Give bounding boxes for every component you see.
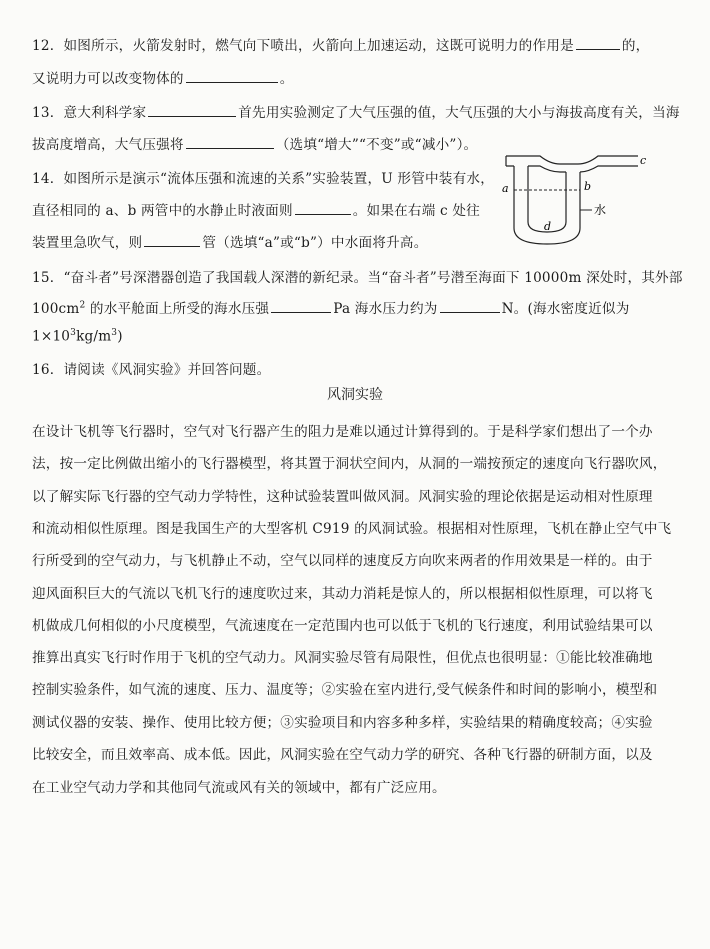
top-pipe-lower xyxy=(506,166,638,172)
q15-text-4: Pa 海水压力约为 xyxy=(333,301,438,317)
article-line: 比较安全，而且效率高、成本低。因此，风洞实验在空气动力学的研究、各种飞行器的研制方面，以及 xyxy=(32,747,653,763)
top-pipe-upper xyxy=(506,156,638,164)
article-line: 迎风面积巨大的气流以飞机飞行的速度吹过来，其动力消耗是惊人的，所以根据相似性原理，可以将飞 xyxy=(32,586,653,602)
q13-text-3: 拔高度增高，大气压强将 xyxy=(32,137,184,153)
q14-text-4: 装置里急吹气，则 xyxy=(32,235,143,251)
q15-text-6: 1×10 xyxy=(32,328,71,345)
q14-blank-2[interactable] xyxy=(144,233,200,247)
q13-text-2: 首先用实验测定了大气压强的值，大气压强的大小与海拔高度有关，当海 xyxy=(238,105,680,121)
q15-sup-1: 2 xyxy=(79,300,86,311)
q15-text-3: 的水平舱面上所受的海水压强 xyxy=(85,301,270,317)
q13-blank-2[interactable] xyxy=(186,135,274,149)
q12-line-1 xyxy=(32,34,649,54)
article-line: 行所受到的空气动力，与飞机静止不动，空气以同样的速度反方向吹来两者的作用效果是一样的。由于 xyxy=(32,553,653,569)
q15-text-1: 15．“奋斗者”号深潜器创造了我国载人深潜的新纪录。当“奋斗者”号潜至海面下 10000m 深处时，其外部 xyxy=(32,270,683,286)
label-c: c xyxy=(640,154,647,167)
q15-line-2 xyxy=(32,297,630,317)
q12-text-1: 12．如图所示，火箭发射时，燃气向下喷出，火箭向上加速运动，这既可说明力的作用是 xyxy=(32,38,574,54)
q14-line-2 xyxy=(32,199,480,219)
q13-blank-1[interactable] xyxy=(148,103,236,117)
q14-text-1: 14．如图所示是演示“流体压强和流速的关系”实验装置，U 形管中装有水， xyxy=(32,171,494,187)
q15-text-5: N。(海水密度近似为 xyxy=(501,301,630,317)
u-tube-figure xyxy=(500,150,650,246)
article-line: 控制实验条件，如气流的速度、压力、温度等；②实验在室内进行,受气候条件和时间的影响小，模型和 xyxy=(32,682,658,698)
q13-line-2 xyxy=(32,133,477,153)
article-line: 以了解实际飞行器的空气动力学特性，这种试验装置叫做风洞。风洞实验的理论依据是运动相对性原理 xyxy=(32,489,653,505)
article-line: 在设计飞机等飞行器时，空气对飞行器产生的阻力是难以通过计算得到的。于是科学家们想出了一个办 xyxy=(32,424,653,440)
q12-text-3: 又说明力可以改变物体的 xyxy=(32,71,184,87)
article-title: 风洞实验 xyxy=(327,387,383,403)
label-water: 水 xyxy=(594,203,607,217)
q15-text-2: 100cm xyxy=(32,301,80,317)
q15-blank-1[interactable] xyxy=(271,299,331,313)
q15-line-1 xyxy=(32,266,683,286)
q14-line-3 xyxy=(32,231,427,251)
article-line: 法，按一定比例做出缩小的飞行器模型，将其置于洞状空间内，从洞的一端按预定的速度向飞行器吹风， xyxy=(32,456,667,472)
q16-intro-text: 16．请阅读《风洞实验》并回答问题。 xyxy=(32,362,271,378)
q12-blank-1[interactable] xyxy=(576,36,620,50)
article-line: 测试仪器的安装、操作、使用比较方便；③实验项目和内容多种多样，实验结果的精确度较高；④实验 xyxy=(32,715,653,731)
q14-blank-1[interactable] xyxy=(295,201,351,215)
q12-line-2 xyxy=(32,67,294,87)
q14-text-3: 。如果在右端 c 处往 xyxy=(352,203,480,219)
q14-text-5: 管（选填“a”或“b”）中水面将升高。 xyxy=(202,235,428,251)
q12-text-4: 。 xyxy=(279,71,294,87)
q15-blank-2[interactable] xyxy=(440,299,500,313)
q12-blank-2[interactable] xyxy=(186,69,278,83)
q15-sup-3: 3 xyxy=(111,328,118,338)
label-a: a xyxy=(502,182,509,195)
q15-sup-2: 3 xyxy=(70,328,77,338)
q12-text-2: 的， xyxy=(621,38,650,54)
q16-intro xyxy=(32,358,270,378)
q15-text-8: ) xyxy=(117,328,123,345)
q15-text-7: kg/m xyxy=(76,328,112,345)
q15-line-3 xyxy=(32,328,123,345)
q14-line-1 xyxy=(32,167,494,187)
q13-text-1: 13．意大利科学家 xyxy=(32,105,147,121)
q13-line-1 xyxy=(32,101,680,121)
article-line: 在工业空气动力学和其他同气流或风有关的领域中，都有广泛应用。 xyxy=(32,780,446,796)
article-line: 机做成几何相似的小尺度模型，气流速度在一定范围内也可以低于飞机的飞行速度，利用试验结果可以 xyxy=(32,618,653,634)
q14-text-2: 直径相同的 a、b 两管中的水静止时液面则 xyxy=(32,203,293,219)
q13-text-4: （选填“增大”“不变”或“减小”）。 xyxy=(275,137,478,153)
label-d: d xyxy=(544,220,552,233)
label-b: b xyxy=(584,180,592,193)
article-line: 推算出真实飞行时作用于飞机的空气动力。风洞实验尽管有局限性，但优点也很明显：①能比较准确地 xyxy=(32,650,653,666)
article-line: 和流动相似性原理。图是我国生产的大型客机 C919 的风洞试验。根据相对性原理，飞机在静止空气中飞 xyxy=(32,521,672,537)
